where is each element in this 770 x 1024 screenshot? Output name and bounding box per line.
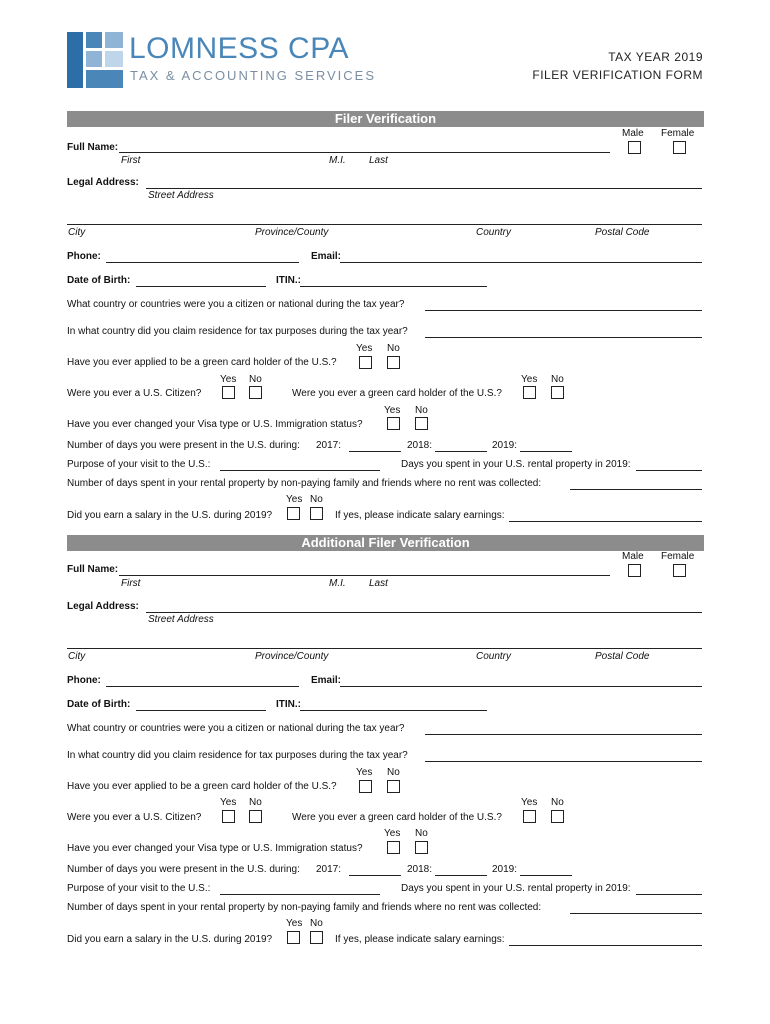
email-label: Email: (311, 251, 342, 262)
salary-no-checkbox[interactable] (310, 931, 323, 944)
itin-label: ITIN.: (276, 275, 301, 286)
last-name-caption: Last (369, 578, 388, 589)
street-address-field[interactable] (146, 188, 702, 189)
visa-changed-question: Have you ever changed your Visa type or U.S. Immigration status? (67, 419, 363, 430)
itin-field[interactable] (300, 286, 487, 287)
postal-code-caption: Postal Code (595, 227, 650, 238)
street-address-caption: Street Address (148, 614, 214, 625)
salary-amount-label: If yes, please indicate salary earnings: (335, 510, 505, 521)
us-citizen-question: Were you ever a U.S. Citizen? (67, 812, 202, 823)
no-label: No (551, 374, 564, 385)
yes-label: Yes (286, 918, 303, 929)
full-name-label: Full Name: (67, 142, 119, 153)
salary-no-checkbox[interactable] (310, 507, 323, 520)
citizen-country-field[interactable] (425, 734, 702, 735)
city-caption: City (68, 227, 86, 238)
us-citizen-question: Were you ever a U.S. Citizen? (67, 388, 202, 399)
postal-code-caption: Postal Code (595, 651, 650, 662)
male-checkbox[interactable] (628, 564, 641, 577)
days-2018-field[interactable] (435, 451, 487, 452)
family-days-field[interactable] (570, 489, 702, 490)
email-field[interactable] (340, 686, 702, 687)
street-address-field[interactable] (146, 612, 702, 613)
section-title-bar: Additional Filer Verification (67, 535, 704, 551)
green-card-holder-yes-checkbox[interactable] (523, 386, 536, 399)
yes-label: Yes (384, 405, 401, 416)
male-checkbox[interactable] (628, 141, 641, 154)
salary-question: Did you earn a salary in the U.S. during 2019? (67, 510, 273, 521)
visa-changed-yes-checkbox[interactable] (387, 841, 400, 854)
visa-changed-question: Have you ever changed your Visa type or U.S. Immigration status? (67, 843, 363, 854)
visa-changed-no-checkbox[interactable] (415, 417, 428, 430)
yes-label: Yes (521, 797, 538, 808)
salary-amount-field[interactable] (509, 521, 702, 522)
female-label: Female (661, 128, 695, 139)
male-label: Male (622, 551, 644, 562)
yes-label: Yes (220, 374, 237, 385)
visit-purpose-field[interactable] (220, 894, 380, 895)
province-caption: Province/County (255, 227, 329, 238)
no-label: No (249, 374, 262, 385)
days-2019-field[interactable] (520, 451, 572, 452)
us-citizen-no-checkbox[interactable] (249, 386, 262, 399)
family-days-question: Number of days spent in your rental property by non-paying family and friends where no rent was collected: (67, 902, 542, 913)
year-2019-label: 2019: (492, 440, 518, 451)
full-name-field[interactable] (119, 152, 610, 153)
us-citizen-yes-checkbox[interactable] (222, 386, 235, 399)
yes-label: Yes (356, 767, 373, 778)
city-caption: City (68, 651, 86, 662)
salary-amount-field[interactable] (509, 945, 702, 946)
tax-year-heading: TAX YEAR 2019 (608, 50, 703, 64)
salary-question: Did you earn a salary in the U.S. during 2019? (67, 934, 273, 945)
rental-days-question: Days you spent in your U.S. rental property in 2019: (401, 459, 631, 470)
city-province-country-field[interactable] (67, 224, 702, 225)
date-of-birth-field[interactable] (136, 286, 266, 287)
middle-initial-caption: M.I. (329, 578, 346, 589)
company-name: LOMNESS CPA (129, 32, 349, 65)
family-days-question: Number of days spent in your rental property by non-paying family and friends where no rent was collected: (67, 478, 542, 489)
salary-amount-label: If yes, please indicate salary earnings: (335, 934, 505, 945)
no-label: No (249, 797, 262, 808)
no-label: No (310, 918, 323, 929)
residence-country-field[interactable] (425, 337, 702, 338)
street-address-caption: Street Address (148, 190, 214, 201)
female-checkbox[interactable] (673, 141, 686, 154)
city-province-country-field[interactable] (67, 648, 702, 649)
no-label: No (551, 797, 564, 808)
green-card-applied-no-checkbox[interactable] (387, 780, 400, 793)
visa-changed-no-checkbox[interactable] (415, 841, 428, 854)
residence-country-question: In what country did you claim residence for tax purposes during the tax year? (67, 750, 408, 761)
year-2018-label: 2018: (407, 864, 433, 875)
yes-label: Yes (356, 343, 373, 354)
phone-field[interactable] (106, 686, 299, 687)
rental-days-question: Days you spent in your U.S. rental property in 2019: (401, 883, 631, 894)
citizen-country-question: What country or countries were you a citizen or national during the tax year? (67, 723, 405, 734)
province-caption: Province/County (255, 651, 329, 662)
days-2019-field[interactable] (520, 875, 572, 876)
country-caption: Country (476, 651, 512, 662)
section-title-bar: Filer Verification (67, 111, 704, 127)
yes-label: Yes (286, 494, 303, 505)
days-2017-field[interactable] (349, 451, 401, 452)
phone-label: Phone: (67, 251, 101, 262)
visit-purpose-field[interactable] (220, 470, 380, 471)
rental-days-field[interactable] (636, 470, 702, 471)
legal-address-label: Legal Address: (67, 177, 139, 188)
residence-country-field[interactable] (425, 761, 702, 762)
salary-yes-checkbox[interactable] (287, 507, 300, 520)
us-citizen-yes-checkbox[interactable] (222, 810, 235, 823)
no-label: No (415, 405, 428, 416)
green-card-applied-yes-checkbox[interactable] (359, 780, 372, 793)
no-label: No (310, 494, 323, 505)
phone-field[interactable] (106, 262, 299, 263)
phone-label: Phone: (67, 675, 101, 686)
citizen-country-field[interactable] (425, 310, 702, 311)
visit-purpose-question: Purpose of your visit to the U.S.: (67, 459, 211, 470)
last-name-caption: Last (369, 155, 388, 166)
male-label: Male (622, 128, 644, 139)
itin-label: ITIN.: (276, 699, 301, 710)
year-2017-label: 2017: (316, 440, 342, 451)
full-name-label: Full Name: (67, 564, 119, 575)
date-of-birth-label: Date of Birth: (67, 275, 131, 286)
no-label: No (415, 828, 428, 839)
residence-country-question: In what country did you claim residence for tax purposes during the tax year? (67, 326, 408, 337)
year-2019-label: 2019: (492, 864, 518, 875)
year-2017-label: 2017: (316, 864, 342, 875)
yes-label: Yes (521, 374, 538, 385)
first-name-caption: First (121, 155, 141, 166)
first-name-caption: First (121, 578, 141, 589)
female-label: Female (661, 551, 695, 562)
green-card-holder-no-checkbox[interactable] (551, 810, 564, 823)
female-checkbox[interactable] (673, 564, 686, 577)
yes-label: Yes (384, 828, 401, 839)
green-card-applied-yes-checkbox[interactable] (359, 356, 372, 369)
itin-field[interactable] (300, 710, 487, 711)
citizen-country-question: What country or countries were you a citizen or national during the tax year? (67, 299, 405, 310)
full-name-field[interactable] (119, 575, 610, 576)
days-2017-field[interactable] (349, 875, 401, 876)
no-label: No (387, 767, 400, 778)
form-title-heading: FILER VERIFICATION FORM (532, 68, 703, 82)
family-days-field[interactable] (570, 913, 702, 914)
visa-changed-yes-checkbox[interactable] (387, 417, 400, 430)
yes-label: Yes (220, 797, 237, 808)
visit-purpose-question: Purpose of your visit to the U.S.: (67, 883, 211, 894)
company-tagline: TAX & ACCOUNTING SERVICES (130, 68, 377, 83)
us-citizen-no-checkbox[interactable] (249, 810, 262, 823)
days-present-question: Number of days you were present in the U.S. during: (67, 440, 300, 451)
green-card-applied-question: Have you ever applied to be a green card holder of the U.S.? (67, 357, 337, 368)
logo-mark (67, 32, 123, 88)
date-of-birth-label: Date of Birth: (67, 699, 131, 710)
salary-yes-checkbox[interactable] (287, 931, 300, 944)
no-label: No (387, 343, 400, 354)
days-2018-field[interactable] (435, 875, 487, 876)
date-of-birth-field[interactable] (136, 710, 266, 711)
email-label: Email: (311, 675, 342, 686)
green-card-applied-question: Have you ever applied to be a green card holder of the U.S.? (67, 781, 337, 792)
green-card-holder-question: Were you ever a green card holder of the U.S.? (292, 812, 502, 823)
year-2018-label: 2018: (407, 440, 433, 451)
green-card-holder-no-checkbox[interactable] (551, 386, 564, 399)
middle-initial-caption: M.I. (329, 155, 346, 166)
legal-address-label: Legal Address: (67, 601, 139, 612)
green-card-holder-yes-checkbox[interactable] (523, 810, 536, 823)
rental-days-field[interactable] (636, 894, 702, 895)
email-field[interactable] (340, 262, 702, 263)
days-present-question: Number of days you were present in the U.S. during: (67, 864, 300, 875)
green-card-applied-no-checkbox[interactable] (387, 356, 400, 369)
green-card-holder-question: Were you ever a green card holder of the U.S.? (292, 388, 502, 399)
country-caption: Country (476, 227, 512, 238)
